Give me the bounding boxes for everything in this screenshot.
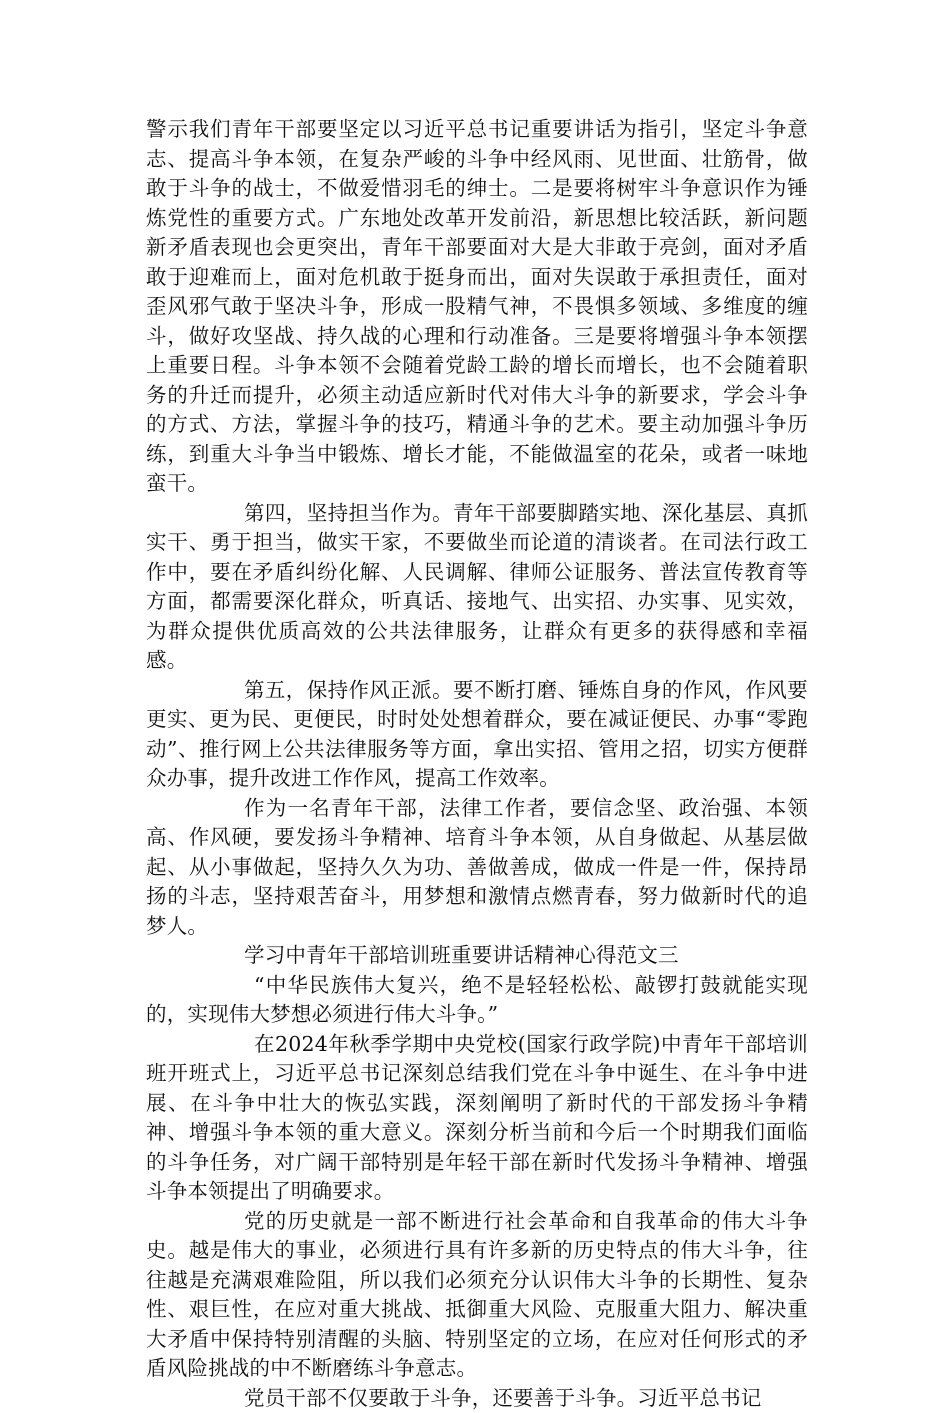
paragraph-party-history: 党的历史就是一部不断进行社会革命和自我革命的伟大斗争史。越是伟大的事业，必须进行具有许多新的历史特点的伟大斗争，往往越是充满艰难险阻，所以我们必须充分认识伟大斗争的长期性、复杂性、艰巨性，在应对重大挑战、抵御重大风险、克服重大阻力、解决重大矛盾中保持特别清醒的头脑、特别坚定的立场，在应对任何形式的矛盾风险挑战的中不断磨练斗争意志。 <box>146 1207 808 1384</box>
document-page <box>146 115 808 1413</box>
paragraph-continuation: 警示我们青年干部要坚定以习近平总书记重要讲话为指引，坚定斗争意志、提高斗争本领，在复杂严峻的斗争中经风雨、见世面、壮筋骨，做敢于斗争的战士，不做爱惜羽毛的绅士。二是要将树牢斗争意识作为锤炼党性的重要方式。广东地处改革开发前沿，新思想比较活跃，新问题新矛盾表现也会更突出，青年干部要面对大是大非敢于亮剑，面对矛盾敢于迎难而上，面对危机敢于挺身而出，面对失误敢于承担责任，面对歪风邪气敢于坚决斗争，形成一股精气神，不畏惧多领域、多维度的缠斗，做好攻坚战、持久战的心理和行动准备。三是要将增强斗争本领摆上重要日程。斗争本领不会随着党龄工龄的增长而增长，也不会随着职务的升迁而提升，必须主动适应新时代对伟大斗争的新要求，学会斗争的方式、方法，掌握斗争的技巧，精通斗争的艺术。要主动加强斗争历练，到重大斗争当中锻炼、增长才能，不能做温室的花朵，或者一味地蛮干。 <box>146 115 808 499</box>
paragraph-quote: “中华民族伟大复兴，绝不是轻轻松松、敲锣打鼓就能实现的，实现伟大梦想必须进行伟大斗争。” <box>146 971 808 1030</box>
paragraph-fourth-point: 第四，坚持担当作为。青年干部要脚踏实地、深化基层、真抓实干、勇于担当，做实干家，不要做坐而论道的清谈者。在司法行政工作中，要在矛盾纠纷化解、人民调解、律师公证服务、普法宣传教育等方面，都需要深化群众，听真话、接地气、出实招、办实事、见实效，为群众提供优质高效的公共法律服务，让群众有更多的获得感和幸福感。 <box>146 499 808 676</box>
paragraph-opening-ceremony: 在2024年秋季学期中央党校(国家行政学院)中青年干部培训班开班式上，习近平总书记深刻总结我们党在斗争中诞生、在斗争中进展、在斗争中壮大的恢弘实践，深刻阐明了新时代的干部发扬斗争精神、增强斗争本领的重大意义。深刻分析当前和今后一个时期我们面临的斗争任务，对广阔干部特别是年轻干部在新时代发扬斗争精神、增强斗争本领提出了明确要求。 <box>146 1030 808 1207</box>
paragraph-fifth-point: 第五，保持作风正派。要不断打磨、锤炼自身的作风，作风要更实、更为民、更便民，时时处处想着群众，要在减证便民、办事“零跑动”、推行网上公共法律服务等方面，拿出实招、管用之招，切实方便群众办事，提升改进工作作风，提高工作效率。 <box>146 676 808 794</box>
section-heading: 学习中青年干部培训班重要讲话精神心得范文三 <box>146 941 808 971</box>
paragraph-cadres-struggle: 党员干部不仅要敢于斗争，还要善于斗争。习近平总书记 <box>146 1384 808 1413</box>
paragraph-conclusion: 作为一名青年干部，法律工作者，要信念坚、政治强、本领高、作风硬，要发扬斗争精神、培育斗争本领，从自身做起、从基层做起、从小事做起，坚持久久为功、善做善成，做成一件是一件，保持昂扬的斗志，坚持艰苦奋斗，用梦想和激情点燃青春，努力做新时代的追梦人。 <box>146 794 808 942</box>
